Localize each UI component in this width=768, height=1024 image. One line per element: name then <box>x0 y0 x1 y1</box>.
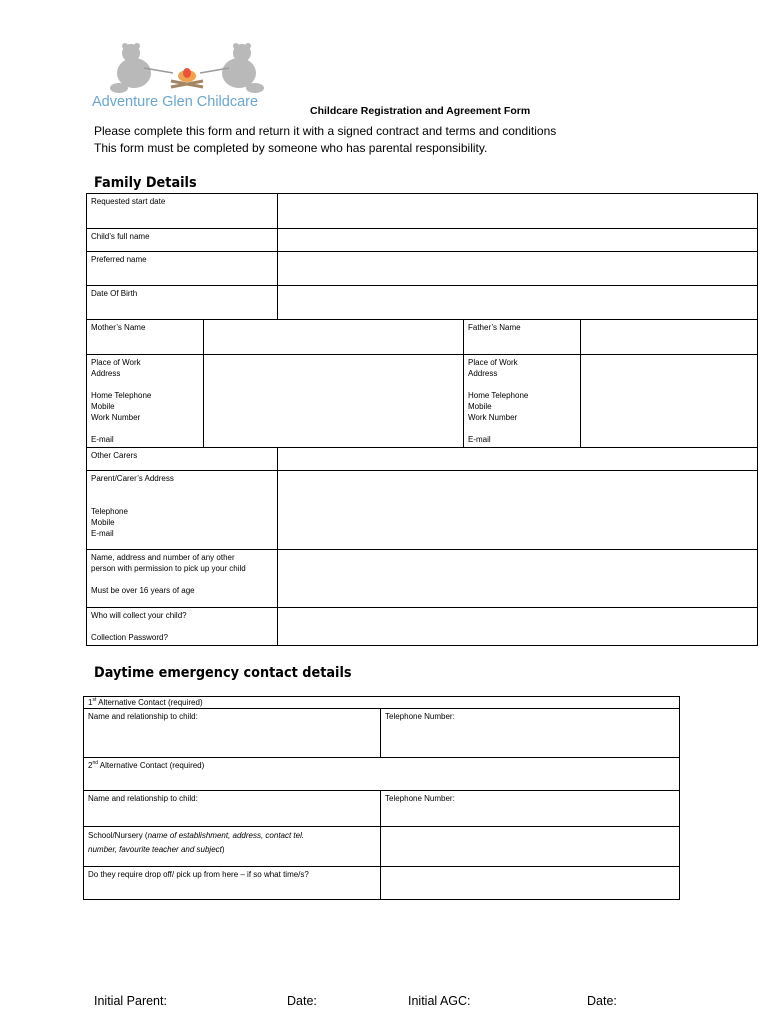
initial-parent-label: Initial Parent: <box>94 994 167 1008</box>
collection-field[interactable] <box>278 608 758 646</box>
other-carers-label: Other Carers <box>87 448 278 471</box>
dob-field[interactable] <box>278 286 758 320</box>
intro-line-1: Please complete this form and return it with a signed contract and terms and conditions <box>94 124 557 138</box>
alt-contact-1-label: 1st Alternative Contact (required) <box>84 697 680 709</box>
school-nursery-label: School/Nursery (name of establishment, address, contact tel. number, favourite teacher and subject) <box>84 827 381 867</box>
bears-campfire-logo-icon <box>89 43 285 95</box>
preferred-name-label: Preferred name <box>87 252 278 286</box>
father-name-field[interactable] <box>581 320 758 355</box>
collection-labels: Who will collect your child? Collection Password? <box>87 608 278 646</box>
father-contact-field[interactable] <box>581 355 758 448</box>
family-details-table <box>86 193 758 646</box>
alt-contact-2-phone-field[interactable]: Telephone Number: <box>381 791 680 827</box>
emergency-heading: Daytime emergency contact details <box>94 665 352 681</box>
mother-contact-labels: Place of Work Address Home Telephone Mobile Work Number E-mail <box>87 355 204 448</box>
dropoff-field[interactable] <box>381 867 680 900</box>
mother-name-label: Mother’s Name <box>87 320 204 355</box>
logo <box>89 43 285 115</box>
other-carers-field[interactable] <box>278 448 758 471</box>
dob-label: Date Of Birth <box>87 286 278 320</box>
family-details-heading: Family Details <box>94 175 197 191</box>
date-label-2: Date: <box>587 994 617 1008</box>
initial-agc-label: Initial AGC: <box>408 994 471 1008</box>
preferred-name-field[interactable] <box>278 252 758 286</box>
intro-line-2: This form must be completed by someone who has parental responsibility. <box>94 141 488 155</box>
mother-name-field[interactable] <box>204 320 464 355</box>
requested-start-label: Requested start date <box>87 194 278 229</box>
pickup-person-labels: Name, address and number of any other person with permission to pick up your child Must be over 16 years of age <box>87 550 278 608</box>
alt-contact-2-name-field[interactable]: Name and relationship to child: <box>84 791 381 827</box>
father-contact-labels: Place of Work Address Home Telephone Mobile Work Number E-mail <box>464 355 581 448</box>
father-name-label: Father’s Name <box>464 320 581 355</box>
alt-contact-1-name-field[interactable]: Name and relationship to child: <box>84 709 381 758</box>
emergency-contacts-table <box>83 696 680 900</box>
form-title: Childcare Registration and Agreement Form <box>310 105 531 117</box>
school-nursery-field[interactable] <box>381 827 680 867</box>
child-name-field[interactable] <box>278 229 758 252</box>
alt-contact-1-phone-field[interactable]: Telephone Number: <box>381 709 680 758</box>
pickup-person-field[interactable] <box>278 550 758 608</box>
date-label-1: Date: <box>287 994 317 1008</box>
requested-start-field[interactable] <box>278 194 758 229</box>
alt-contact-2-label: 2nd Alternative Contact (required) <box>84 758 680 791</box>
logo-text: Adventure Glen Childcare <box>92 94 259 110</box>
child-name-label: Child’s full name <box>87 229 278 252</box>
mother-contact-field[interactable] <box>204 355 464 448</box>
dropoff-label: Do they require drop off/ pick up from here – if so what time/s? <box>84 867 381 900</box>
carer-address-labels: Parent/Carer’s Address Telephone Mobile E-mail <box>87 471 278 550</box>
carer-address-field[interactable] <box>278 471 758 550</box>
